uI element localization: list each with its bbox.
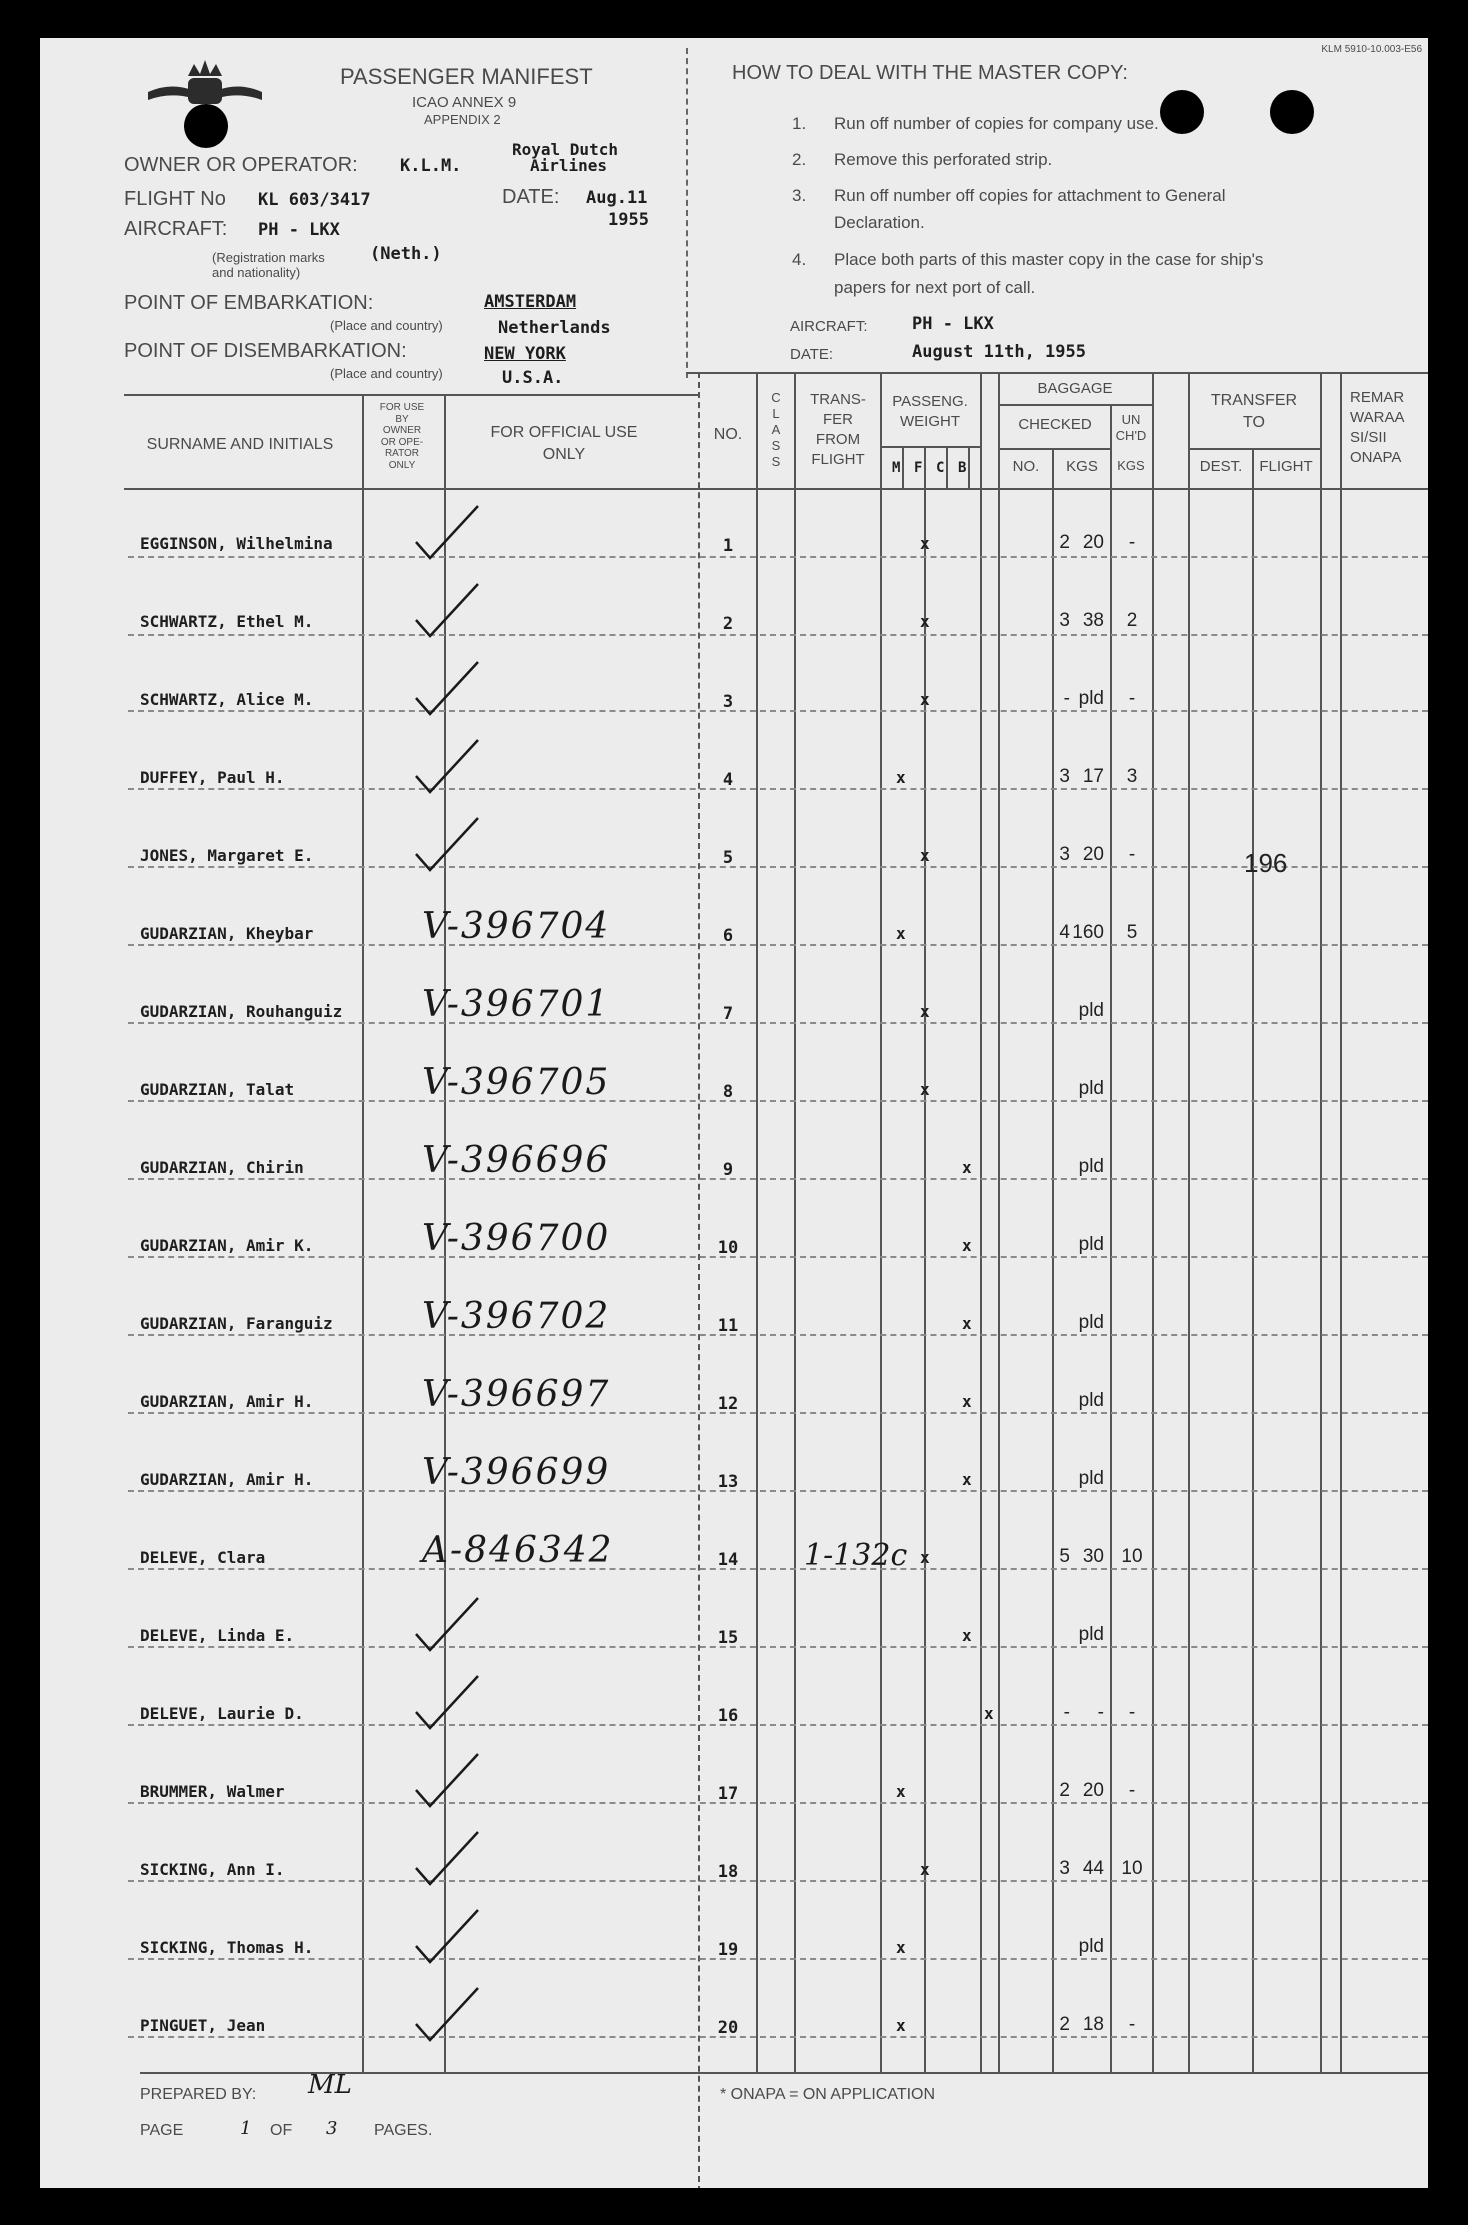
weight-mark-f: x bbox=[920, 1860, 930, 1879]
checked-bag-count: 2 bbox=[1059, 1780, 1070, 1801]
unchecked-kgs: 10 bbox=[1121, 1546, 1143, 1567]
checked-bag-kgs: pld bbox=[1078, 1390, 1104, 1411]
row-rule bbox=[128, 1412, 1428, 1414]
checked-bag-kgs: pld bbox=[1078, 688, 1104, 709]
checked-bag-kgs: 30 bbox=[1082, 1546, 1104, 1567]
weight-mark-f: x bbox=[920, 846, 930, 865]
col-class: C L A S S bbox=[771, 390, 781, 469]
appendix: APPENDIX 2 bbox=[424, 112, 501, 127]
row-rule bbox=[128, 556, 1428, 558]
passenger-name: GUDARZIAN, Kheybar bbox=[140, 924, 314, 943]
col-flight: FLIGHT bbox=[1259, 458, 1313, 475]
col-unchd-kgs: KGS bbox=[1117, 458, 1145, 473]
checkmark-icon bbox=[408, 1904, 488, 1974]
row-rule bbox=[128, 1646, 1428, 1648]
passenger-number: 6 bbox=[722, 926, 734, 946]
official-use-number: V-396704 bbox=[422, 906, 611, 947]
passenger-number: 9 bbox=[722, 1160, 734, 1180]
official-use-number: V-396697 bbox=[422, 1374, 611, 1415]
checked-bag-count: 2 bbox=[1059, 532, 1070, 553]
checkmark-icon bbox=[408, 1748, 488, 1818]
weight-mark-m: x bbox=[896, 2016, 906, 2035]
flight-label: FLIGHT No bbox=[124, 188, 226, 210]
weight-mark-c: x bbox=[962, 1392, 972, 1411]
unchecked-kgs: 5 bbox=[1126, 922, 1138, 943]
flight-value: KL 603/3417 bbox=[258, 190, 371, 210]
passenger-number: 17 bbox=[717, 1784, 739, 1804]
aircraft-label: AIRCRAFT: bbox=[124, 218, 228, 240]
checked-bag-count: 3 bbox=[1059, 1858, 1070, 1879]
checked-bag-kgs: pld bbox=[1078, 1624, 1104, 1645]
passenger-number: 12 bbox=[717, 1394, 739, 1414]
col-transfer-to: TRANSFER TO bbox=[1210, 392, 1298, 431]
passenger-name: DELEVE, Laurie D. bbox=[140, 1704, 304, 1723]
col-owner-use: FOR USE BY OWNER OR OPE- RATOR ONLY bbox=[379, 402, 425, 471]
checked-bag-kgs: 44 bbox=[1082, 1858, 1104, 1879]
checked-bag-kgs: pld bbox=[1078, 1936, 1104, 1957]
checkmark-icon bbox=[408, 500, 488, 570]
passenger-name: EGGINSON, Wilhelmina bbox=[140, 534, 333, 553]
embarkation-sub: (Place and country) bbox=[330, 318, 443, 333]
passenger-name: BRUMMER, Walmer bbox=[140, 1782, 285, 1801]
official-use-number: V-396701 bbox=[422, 984, 611, 1025]
row-rule bbox=[128, 634, 1428, 636]
step-2-text: Remove this perforated strip. bbox=[834, 150, 1053, 169]
official-use-number: V-396702 bbox=[422, 1296, 611, 1337]
master-aircraft-label: AIRCRAFT: bbox=[790, 318, 868, 335]
weight-rule bbox=[880, 446, 980, 448]
col-line bbox=[968, 448, 970, 488]
weight-mark-c: x bbox=[962, 1236, 972, 1255]
checked-bag-kgs: pld bbox=[1078, 1234, 1104, 1255]
checked-bag-kgs: pld bbox=[1078, 1468, 1104, 1489]
passenger-number: 4 bbox=[722, 770, 734, 790]
table-top-line-right bbox=[686, 372, 1428, 374]
passenger-number: 3 bbox=[722, 692, 734, 712]
passenger-number: 18 bbox=[717, 1862, 739, 1882]
col-line bbox=[902, 448, 904, 488]
row-rule bbox=[128, 1802, 1428, 1804]
passenger-name: GUDARZIAN, Amir K. bbox=[140, 1236, 314, 1255]
table-top-line bbox=[124, 394, 698, 396]
passenger-number: 5 bbox=[722, 848, 734, 868]
prepared-label: PREPARED BY: bbox=[140, 2086, 257, 2103]
official-use-number: V-396700 bbox=[422, 1218, 611, 1259]
col-surname: SURNAME AND INITIALS bbox=[146, 436, 334, 453]
passenger-name: DELEVE, Clara bbox=[140, 1548, 266, 1567]
row-rule bbox=[128, 1958, 1428, 1960]
checked-bag-count: 5 bbox=[1059, 1546, 1070, 1567]
checkmark-icon bbox=[408, 578, 488, 648]
step-2-number: 2. bbox=[792, 150, 807, 169]
baggage-rule bbox=[998, 404, 1152, 406]
checked-bag-kgs: pld bbox=[1078, 1000, 1104, 1021]
checked-bag-kgs: - bbox=[1097, 1702, 1104, 1723]
master-date-value: August 11th, 1955 bbox=[912, 342, 1086, 362]
date-label: DATE: bbox=[502, 186, 560, 208]
official-use-number: A-846342 bbox=[422, 1530, 614, 1571]
page-label: PAGE bbox=[140, 2122, 184, 2139]
col-line bbox=[1320, 372, 1322, 2072]
passenger-name: GUDARZIAN, Talat bbox=[140, 1080, 295, 1099]
unchecked-kgs: 3 bbox=[1126, 766, 1138, 787]
step-3-text-cont: Declaration. bbox=[834, 213, 925, 232]
row-rule bbox=[128, 866, 1428, 868]
col-checked: CHECKED bbox=[1018, 416, 1092, 433]
owner-value: K.L.M. bbox=[400, 156, 462, 176]
checked-bag-kgs: 20 bbox=[1082, 844, 1104, 865]
weight-mark-f: x bbox=[920, 612, 930, 631]
checked-bag-count: 4 bbox=[1059, 922, 1070, 943]
step-3-text: Run off number off copies for attachment to General bbox=[834, 186, 1226, 205]
aircraft-value: PH - LKX bbox=[258, 220, 340, 240]
disembarkation-country: U.S.A. bbox=[502, 368, 564, 388]
checkmark-icon bbox=[408, 812, 488, 882]
checked-bag-kgs: 18 bbox=[1082, 2014, 1104, 2035]
col-line bbox=[1188, 372, 1190, 2072]
passenger-name: GUDARZIAN, Amir H. bbox=[140, 1470, 314, 1489]
checked-bag-kgs: 17 bbox=[1082, 766, 1104, 787]
col-baggage: BAGGAGE bbox=[1037, 380, 1113, 397]
nationality-label: and nationality) bbox=[212, 265, 301, 280]
passenger-number: 14 bbox=[717, 1550, 739, 1570]
passenger-number: 15 bbox=[717, 1628, 739, 1648]
passenger-name: PINGUET, Jean bbox=[140, 2016, 266, 2035]
unchecked-kgs: - bbox=[1128, 688, 1136, 709]
passenger-number: 2 bbox=[722, 614, 734, 634]
col-line bbox=[794, 372, 796, 2072]
weight-mark-c: x bbox=[962, 1470, 972, 1489]
onapa-note: * ONAPA = ON APPLICATION bbox=[720, 2086, 936, 2103]
step-1-number: 1. bbox=[792, 114, 807, 133]
col-line bbox=[1340, 372, 1342, 2072]
klm-crown-logo-icon bbox=[140, 56, 270, 122]
official-use-number: V-396705 bbox=[422, 1062, 611, 1103]
row-rule bbox=[128, 1334, 1428, 1336]
col-line bbox=[1152, 372, 1154, 2072]
disembarkation-sub: (Place and country) bbox=[330, 366, 443, 381]
form-code: KLM 5910-10.003-E56 bbox=[1321, 44, 1422, 55]
date-value: Aug.11 bbox=[586, 188, 648, 208]
checked-bag-kgs: 38 bbox=[1082, 610, 1104, 631]
date-year: 1955 bbox=[608, 210, 649, 230]
checked-bag-count: 3 bbox=[1059, 766, 1070, 787]
checked-bag-kgs: pld bbox=[1078, 1078, 1104, 1099]
checked-bag-count: - bbox=[1063, 688, 1070, 709]
transfer-to-rule bbox=[1188, 448, 1320, 450]
master-date-label: DATE: bbox=[790, 346, 834, 363]
col-line bbox=[362, 394, 364, 2074]
row-rule bbox=[128, 1880, 1428, 1882]
col-no: NO. bbox=[713, 426, 743, 443]
passenger-name: GUDARZIAN, Faranguiz bbox=[140, 1314, 333, 1333]
passenger-name: SCHWARTZ, Alice M. bbox=[140, 690, 314, 709]
step-4-text-cont: papers for next port of call. bbox=[834, 278, 1036, 297]
col-line bbox=[998, 372, 1000, 2072]
passenger-number: 13 bbox=[717, 1472, 739, 1492]
checked-bag-count: 3 bbox=[1059, 610, 1070, 631]
checked-bag-count: 2 bbox=[1059, 2014, 1070, 2035]
passenger-name: GUDARZIAN, Rouhanguiz bbox=[140, 1002, 343, 1021]
passenger-name: SCHWARTZ, Ethel M. bbox=[140, 612, 314, 631]
manifest-sheet bbox=[40, 38, 1428, 2188]
passenger-number: 19 bbox=[717, 1940, 739, 1960]
row-rule bbox=[128, 1256, 1428, 1258]
prepared-value: ML bbox=[308, 2070, 352, 2100]
row-rule bbox=[128, 2036, 1428, 2038]
checked-bag-kgs: pld bbox=[1078, 1156, 1104, 1177]
page-value: 1 bbox=[240, 2118, 252, 2139]
passenger-name: SICKING, Ann I. bbox=[140, 1860, 285, 1879]
row-rule bbox=[128, 1724, 1428, 1726]
disembarkation-label: POINT OF DISEMBARKATION: bbox=[124, 340, 407, 362]
col-transfer-from: TRANS- FER FROM FLIGHT bbox=[810, 391, 866, 468]
row-rule bbox=[128, 788, 1428, 790]
unchecked-kgs: 2 bbox=[1126, 610, 1138, 631]
checkmark-icon bbox=[408, 1826, 488, 1896]
weight-mark-m: x bbox=[896, 768, 906, 787]
owner-name-line2: Airlines bbox=[530, 156, 608, 175]
row-rule bbox=[128, 944, 1428, 946]
passenger-name: GUDARZIAN, Amir H. bbox=[140, 1392, 314, 1411]
unchecked-kgs: - bbox=[1128, 1780, 1136, 1801]
embarkation-city: AMSTERDAM bbox=[484, 292, 577, 312]
weight-mark-f: x bbox=[920, 1080, 930, 1099]
col-dest: DEST. bbox=[1199, 458, 1243, 475]
col-line bbox=[980, 372, 982, 2072]
weight-mark-m: x bbox=[896, 924, 906, 943]
row-rule bbox=[128, 1568, 1428, 1570]
owner-label: OWNER OR OPERATOR: bbox=[124, 154, 358, 176]
official-use-number: V-396696 bbox=[422, 1140, 611, 1181]
weight-mark-c: x bbox=[962, 1314, 972, 1333]
step-1-text: Run off number of copies for company use. bbox=[834, 114, 1159, 133]
checkmark-icon bbox=[408, 1592, 488, 1662]
weight-mark-m: x bbox=[896, 1782, 906, 1801]
col-line bbox=[1052, 448, 1054, 2072]
col-line bbox=[698, 372, 702, 2188]
owner-name-line1: Royal Dutch bbox=[512, 140, 618, 159]
checkmark-icon bbox=[408, 1670, 488, 1740]
icao-annex: ICAO ANNEX 9 bbox=[412, 94, 517, 111]
col-line bbox=[946, 448, 948, 488]
unchecked-kgs: - bbox=[1128, 532, 1136, 553]
passenger-number: 11 bbox=[717, 1316, 739, 1336]
passenger-number: 7 bbox=[722, 1004, 734, 1024]
weight-mark-f: x bbox=[920, 534, 930, 553]
master-copy-title: HOW TO DEAL WITH THE MASTER COPY: bbox=[732, 62, 1128, 84]
passenger-number: 20 bbox=[717, 2018, 739, 2038]
checkmark-icon bbox=[408, 1982, 488, 2052]
transfer-flight-note: 196 bbox=[1244, 848, 1288, 878]
weight-f: F bbox=[914, 460, 923, 476]
weight-mark-c: x bbox=[962, 1626, 972, 1645]
weight-mark-m: x bbox=[896, 1938, 906, 1957]
step-3-number: 3. bbox=[792, 186, 807, 205]
official-use-number: V-396699 bbox=[422, 1452, 611, 1493]
passenger-number: 1 bbox=[722, 536, 734, 556]
checkmark-icon bbox=[408, 734, 488, 804]
col-checked-no: NO. bbox=[1012, 458, 1040, 475]
weight-c: C bbox=[936, 460, 945, 476]
passenger-name: DELEVE, Linda E. bbox=[140, 1626, 295, 1645]
passenger-name: JONES, Margaret E. bbox=[140, 846, 314, 865]
row-rule bbox=[128, 710, 1428, 712]
registration-label: (Registration marks bbox=[212, 250, 325, 265]
manifest-title: PASSENGER MANIFEST bbox=[340, 64, 593, 89]
of-value: 3 bbox=[326, 2118, 338, 2139]
weight-mark-b: x bbox=[984, 1704, 994, 1723]
weight-mark-f: x bbox=[920, 1002, 930, 1021]
step-4-number: 4. bbox=[792, 250, 807, 269]
passenger-number: 10 bbox=[717, 1238, 739, 1258]
checked-rule bbox=[998, 448, 1110, 450]
col-unchd: UN CH'D bbox=[1115, 412, 1147, 443]
weight-b: B bbox=[958, 460, 967, 476]
unchecked-kgs: - bbox=[1128, 1702, 1136, 1723]
embarkation-label: POINT OF EMBARKATION: bbox=[124, 292, 374, 314]
registration-value: (Neth.) bbox=[370, 244, 442, 264]
unchecked-kgs: - bbox=[1128, 2014, 1136, 2035]
row-rule bbox=[128, 1178, 1428, 1180]
row-rule bbox=[128, 1490, 1428, 1492]
col-passeng-weight: PASSENG. WEIGHT bbox=[892, 393, 968, 430]
col-remarks: REMAR WARAA SI/SII ONAPA bbox=[1350, 389, 1405, 466]
row-rule bbox=[128, 1022, 1428, 1024]
weight-mark-f: x bbox=[920, 1548, 930, 1567]
col-line bbox=[1110, 404, 1112, 2072]
weight-m: M bbox=[892, 460, 901, 476]
unchecked-kgs: 10 bbox=[1121, 1858, 1143, 1879]
binder-hole bbox=[1270, 90, 1314, 134]
pages-label: PAGES. bbox=[374, 2122, 433, 2139]
header-bottom-line bbox=[124, 488, 1428, 490]
checked-bag-kgs: 160 bbox=[1072, 922, 1104, 943]
checked-bag-count: - bbox=[1063, 1702, 1070, 1723]
master-aircraft-value: PH - LKX bbox=[912, 314, 994, 334]
header-divider bbox=[686, 48, 690, 378]
checked-bag-kgs: pld bbox=[1078, 1312, 1104, 1333]
checked-bag-kgs: 20 bbox=[1082, 1780, 1104, 1801]
step-4-text: Place both parts of this master copy in the case for ship's bbox=[834, 250, 1264, 269]
col-line bbox=[756, 372, 758, 2072]
weight-mark-f: x bbox=[920, 690, 930, 709]
passenger-name: DUFFEY, Paul H. bbox=[140, 768, 285, 787]
binder-hole bbox=[1160, 90, 1204, 134]
passenger-number: 16 bbox=[717, 1706, 739, 1726]
col-line bbox=[880, 372, 882, 2072]
weight-mark-c: x bbox=[962, 1158, 972, 1177]
col-line bbox=[1252, 448, 1254, 2072]
unchecked-kgs: - bbox=[1128, 844, 1136, 865]
col-official-use: FOR OFFICIAL USE ONLY bbox=[490, 424, 638, 463]
row-rule bbox=[128, 1100, 1428, 1102]
passenger-name: SICKING, Thomas H. bbox=[140, 1938, 314, 1957]
of-label: OF bbox=[270, 2122, 293, 2139]
col-checked-kgs: KGS bbox=[1066, 458, 1098, 475]
checkmark-icon bbox=[408, 656, 488, 726]
checked-bag-count: 3 bbox=[1059, 844, 1070, 865]
disembarkation-city: NEW YORK bbox=[484, 344, 566, 364]
passenger-name: GUDARZIAN, Chirin bbox=[140, 1158, 304, 1177]
transfer-from-flight: 1-132c bbox=[804, 1538, 908, 1573]
checked-bag-kgs: 20 bbox=[1082, 532, 1104, 553]
passenger-number: 8 bbox=[722, 1082, 734, 1102]
embarkation-country: Netherlands bbox=[498, 318, 611, 338]
